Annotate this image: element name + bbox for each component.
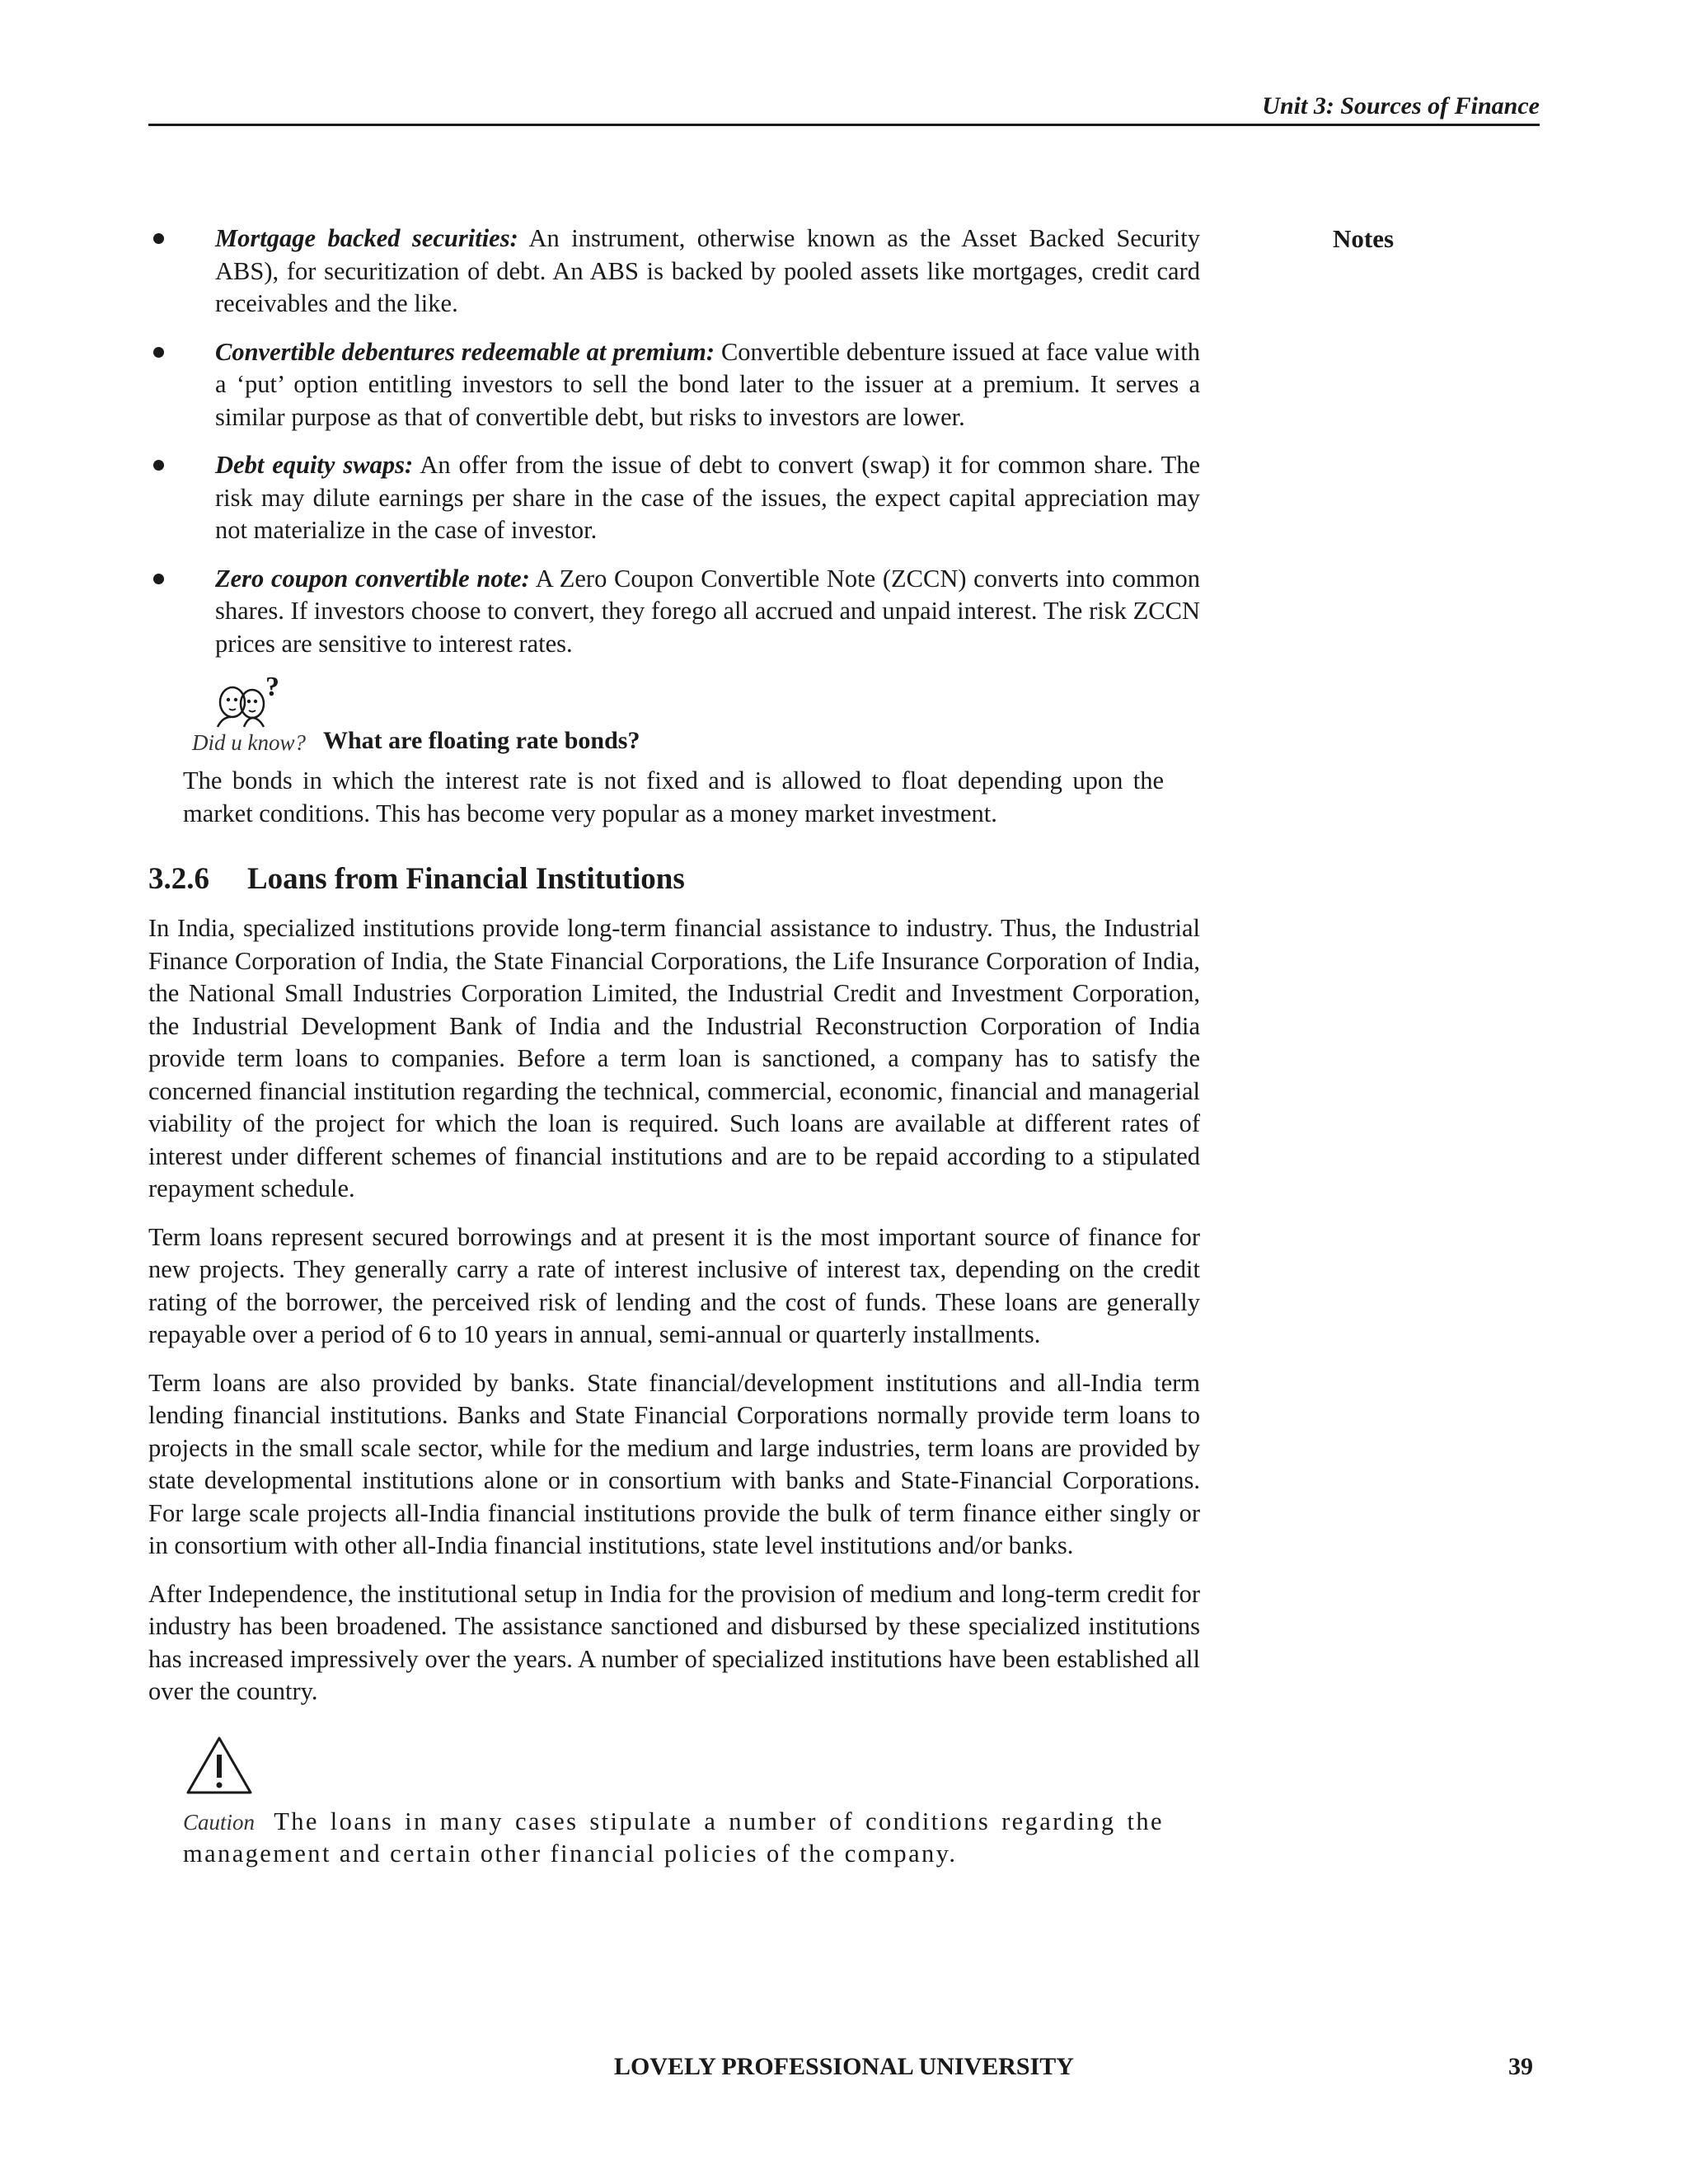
did-you-know-header <box>183 676 1200 755</box>
body-paragraph: In India, specialized institutions provide long-term financial assistance to industry. Thus, the Industrial Finance Corporation of India, the State Financial Corporations, the Life Insurance Corporation of India, the National Small Industries Corporation Limited, the Industrial Credit and Investment Corporation, the Industrial Development Bank of India and the Industrial Reconstruction Corporation of India provide term loans to companies. Before a term loan is sanctioned, a company has to satisfy the concerned financial institution regarding the technical, commercial, economic, financial and managerial viability of the project for which the loan is required. Such loans are available at different rates of interest under different schemes of financial institutions and are to be repaid according to a stipulated repayment schedule. <box>148 914 1200 1202</box>
bullet-icon <box>153 347 164 358</box>
header-rule <box>148 124 1540 126</box>
list-item <box>148 563 1200 661</box>
section-title: Loans from Financial Institutions <box>247 862 685 896</box>
caution-body <box>183 1806 1164 1871</box>
notes-margin-label: Notes <box>1333 224 1395 253</box>
bullet-text: An instrument, otherwise known as the Asset Backed Security ABS), for securitization of debt. An ABS is backed by pooled assets like mortgages, credit card receivables and the like. <box>215 224 1200 317</box>
bullet-list <box>148 223 1200 660</box>
body-paragraph: After Independence, the institutional setup in India for the provision of medium and long-term credit for industry has been broadened. The assistance sanctioned and disbursed by these specialized institutions has increased impressively over the years. A number of specialized institutions have been established all over the country. <box>148 1579 1200 1705</box>
caution-box <box>183 1735 1200 1871</box>
body-paragraph: Term loans represent secured borrowings and at present it is the most important source of finance for new projects. They generally carry a rate of interest inclusive of interest tax, depending on the credit rating of the borrower, the perceived risk of lending and the cost of funds. These loans are generally repayable over a period of 6 to 10 years in annual, semi-annual or quarterly installments. <box>148 1222 1200 1348</box>
bullet-term: Mortgage backed securities: <box>215 224 518 252</box>
bullet-text: Convertible debenture issued at face value with a ‘put’ option entitling investors to sell the bond later to the issuer at a premium. It serves a similar purpose as that of convertible debt, but risks to investors are lower. <box>215 337 1200 431</box>
section-number: 3.2.6 <box>148 862 209 896</box>
did-you-know-box <box>183 676 1200 830</box>
list-item <box>148 336 1200 434</box>
list-item <box>148 223 1200 321</box>
bullet-icon <box>153 233 164 244</box>
did-you-know-icon <box>211 676 287 730</box>
main-content <box>148 223 1200 1871</box>
page-number: 39 <box>1508 2053 1533 2080</box>
list-item <box>148 449 1200 547</box>
running-header: Unit 3: Sources of Finance <box>1262 92 1540 120</box>
bullet-text: An offer from the issue of debt to convert (swap) it for common share. The risk may dilute earnings per share in the case of the issues, the expect capital appreciation may not materialize in the case of investor. <box>215 451 1200 544</box>
body-paragraph: Term loans are also provided by banks. State financial/development institutions and all-India term lending financial institutions. Banks and State Financial Corporations normally provide term loans to projects in the small scale sector, while for the medium and large industries, term loans are provided by state developmental institutions alone or in consortium with banks and State-Financial Corporations. For large scale projects all-India financial institutions provide the bulk of term finance either singly or in consortium with other all-India financial institutions, state level institutions and/or banks. <box>148 1368 1200 1559</box>
bullet-icon <box>153 460 164 471</box>
did-you-know-label: Did u know? <box>192 730 306 755</box>
bullet-text: A Zero Coupon Convertible Note (ZCCN) converts into common shares. If investors choose to convert, they forego all accrued and unpaid interest. The risk ZCCN prices are sensitive to interest rates. <box>215 564 1200 658</box>
caution-icon <box>185 1735 254 1796</box>
bullet-term: Debt equity swaps: <box>215 451 414 479</box>
bullet-term: Zero coupon convertible note: <box>215 564 530 593</box>
caution-text: The loans in many cases stipulate a number of conditions regarding the management and certain other financial policies of the company. <box>183 1807 1164 1868</box>
svg-text:?: ? <box>265 676 279 702</box>
did-you-know-badge <box>183 676 315 755</box>
caution-label: Caution <box>183 1809 256 1835</box>
did-you-know-question: What are floating rate bonds? <box>323 727 640 754</box>
bullet-icon <box>153 574 164 584</box>
did-you-know-answer: The bonds in which the interest rate is not fixed and is allowed to float depending upon the market conditions. This has become very popular as a money market investment. <box>183 766 1164 827</box>
bullet-term: Convertible debentures redeemable at premium: <box>215 337 715 366</box>
section-heading <box>148 861 1200 898</box>
footer-university: LOVELY PROFESSIONAL UNIVERSITY <box>614 2053 1074 2080</box>
